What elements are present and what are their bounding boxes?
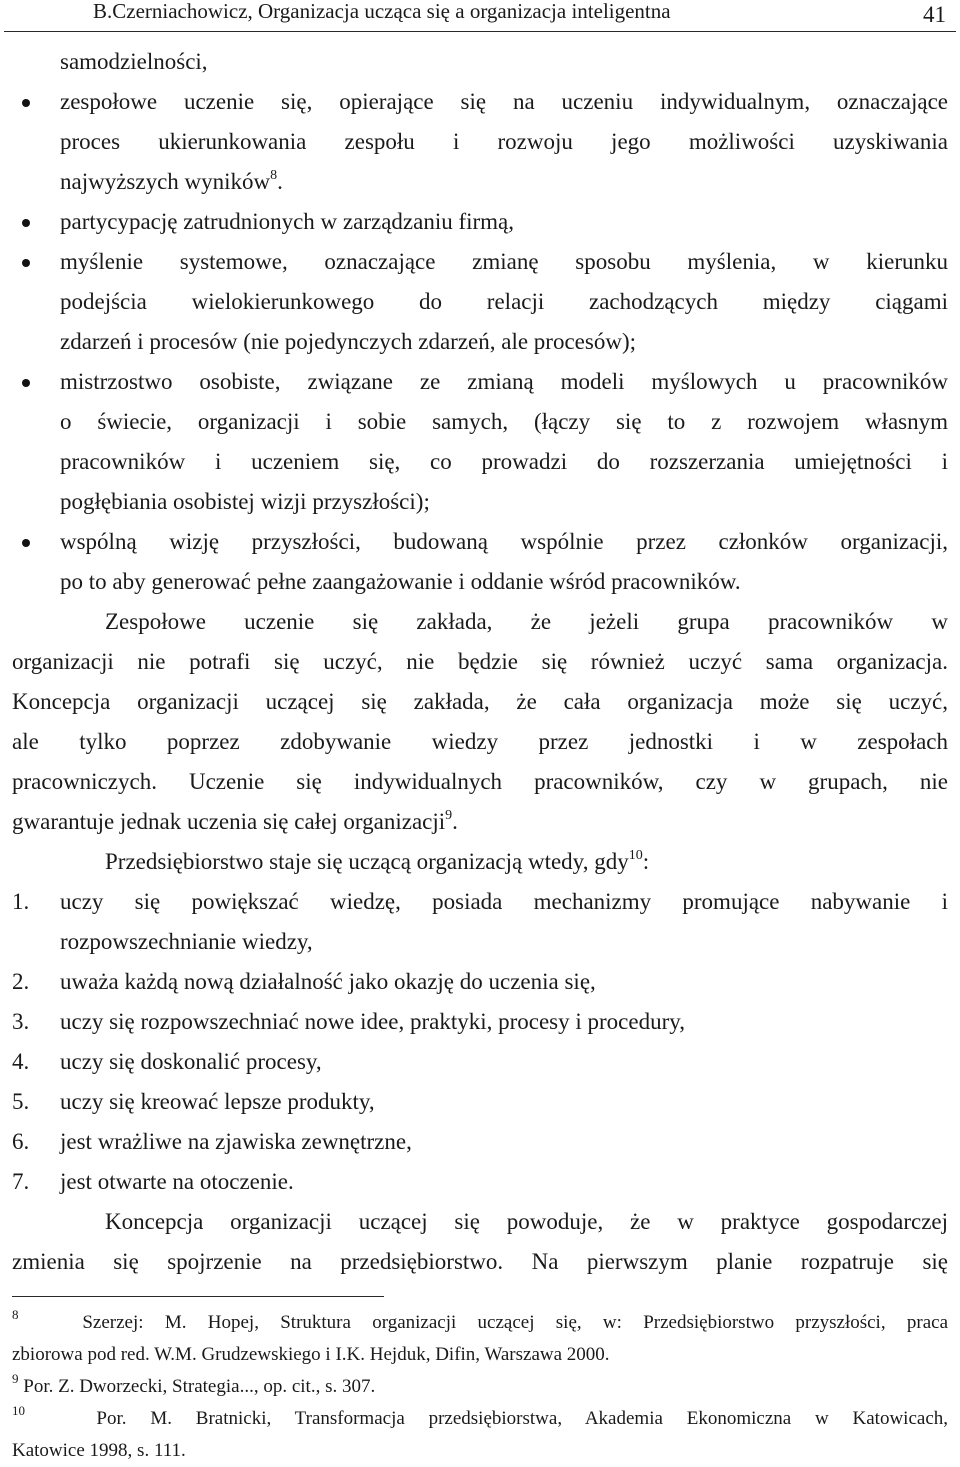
text-line: pogłębiania osobistej wizji przyszłości); [60,489,430,514]
numbered-item [12,1082,948,1122]
page-number: 41 [923,2,946,27]
footnote-reference[interactable]: 9 [445,808,453,823]
text-line: uczy się kreować lepsze produkty, [60,1089,375,1114]
text-line: pracowników i uczeniem się, co prowadzi do rozszerzania umiejętności i [60,449,948,474]
footnote-line [12,1307,948,1339]
text-line: proces ukierunkowania zespołu i rozwoju jego możliwości uzyskiwania [60,129,948,154]
item-number: 3. [12,1009,30,1034]
text-span: : [642,849,650,874]
footnote-reference[interactable]: 10 [628,848,643,863]
text-line: jest wrażliwe na zjawiska zewnętrzne, [60,1129,412,1154]
footnote-number: 9 [12,1371,19,1386]
text-span: . [452,809,458,834]
numbered-item [12,1042,948,1082]
paragraph [12,602,948,842]
bullet-icon [22,539,30,547]
text-span: . [277,169,283,194]
item-number: 7. [12,1169,30,1194]
text-line: ale tylko poprzez zdobywanie wiedzy przez jednostki i w zespołach [12,729,948,754]
header-title: B.Czerniachowicz, Organizacja ucząca się a organizacja inteligentna [93,0,671,23]
text-line: pracowniczych. Uczenie się indywidualnych pracowników, czy w grupach, nie [12,769,948,794]
text-span: Por. M. Bratnicki, Transformacja przedsiębiorstwa, Akademia Ekonomiczna w Katowicach, [96,1408,948,1429]
footnote [12,1371,948,1403]
footnote-reference[interactable]: 8 [270,168,278,183]
text-line: myślenie systemowe, oznaczające zmianę sposobu myślenia, w kierunku [60,249,948,274]
bullet-item [12,202,948,242]
numbered-item [12,1002,948,1042]
header-rule [4,31,956,32]
numbered-item [12,962,948,1002]
text-line: organizacji nie potrafi się uczyć, nie będzie się również uczyć sama organizacja. [12,649,948,674]
text-span: Por. Z. Dworzecki, Strategia..., op. cit., s. 307. [23,1376,376,1397]
footnote [12,1307,948,1371]
footnote-line: zbiorowa pod red. W.M. Grudzewskiego i I.K. Hejduk, Difin, Warszawa 2000. [12,1344,610,1365]
footnote-line [12,1403,948,1435]
text-line: samodzielności, [60,49,208,74]
text-line: mistrzostwo osobiste, związane ze zmianą modeli myślowych u pracowników [60,369,948,394]
text-line: jest otwarte na otoczenie. [60,1169,294,1194]
numbered-item [12,1162,948,1202]
text-line: uczy się doskonalić procesy, [60,1049,322,1074]
text-line [12,842,948,882]
item-number: 4. [12,1049,30,1074]
text-span: Przedsiębiorstwo staje się uczącą organizacją wtedy, gdy [105,849,629,874]
text-span: Szerzej: M. Hopej, Struktura organizacji uczącej się, w: Przedsiębiorstwo przyszłości, praca [82,1312,948,1333]
text-line [12,802,948,842]
body-text [12,42,948,1282]
text-line: wspólną wizję przyszłości, budowaną wspólnie przez członków organizacji, [60,529,948,554]
text-line: zespołowe uczenie się, opierające się na uczeniu indywidualnym, oznaczające [60,89,948,114]
text-line: Zespołowe uczenie się zakłada, że jeżeli grupa pracowników w [105,609,948,634]
item-number: 5. [12,1089,30,1114]
item-number: 2. [12,969,30,994]
text-line [60,162,948,202]
text-line: partycypację zatrudnionych w zarządzaniu firmą, [60,209,515,234]
footnote-separator [12,1296,384,1297]
text-line: po to aby generować pełne zaangażowanie i oddanie wśród pracowników. [60,569,741,594]
footnotes [12,1307,948,1467]
text-line: podejścia wielokierunkowego do relacji zachodzących między ciągami [60,289,948,314]
paragraph [12,842,948,882]
text-line: uważa każdą nową działalność jako okazję do uczenia się, [60,969,596,994]
text-line: uczy się powiększać wiedzę, posiada mechanizmy promujące nabywanie i [60,889,948,914]
bullet-icon [22,219,30,227]
text-line: o świecie, organizacji i sobie samych, (łączy się to z rozwojem własnym [60,409,948,434]
text-line: uczy się rozpowszechniać nowe idee, praktyki, procesy i procedury, [60,1009,686,1034]
bullet-icon [22,99,30,107]
text-line: rozpowszechnianie wiedzy, [60,929,313,954]
bullet-icon [22,259,30,267]
text-line: Koncepcja organizacji uczącej się zakłada, że cała organizacja może się uczyć, [12,689,948,714]
bullet-item [12,42,948,82]
footnote [12,1403,948,1467]
numbered-item [12,882,948,962]
text-line: Koncepcja organizacji uczącej się powoduje, że w praktyce gospodarczej [105,1209,948,1234]
bullet-item [12,362,948,522]
text-line: zdarzeń i procesów (nie pojedynczych zdarzeń, ale procesów); [60,329,636,354]
bullet-icon [22,379,30,387]
bullet-item [12,522,948,602]
numbered-item [12,1122,948,1162]
paragraph [12,1202,948,1282]
item-number: 6. [12,1129,30,1154]
footnote-line [12,1371,948,1403]
item-number: 1. [12,889,30,914]
text-span: najwyższych wyników [60,169,271,194]
footnote-number: 10 [12,1403,25,1418]
footnote-line: Katowice 1998, s. 111. [12,1440,186,1461]
text-span: gwarantuje jednak uczenia się całej organizacji [12,809,446,834]
text-line: zmienia się spojrzenie na przedsiębiorstwo. Na pierwszym planie rozpatruje się [12,1249,948,1274]
running-header [0,0,960,34]
bullet-item [12,242,948,362]
footnote-number: 8 [12,1307,19,1322]
bullet-item [12,82,948,202]
